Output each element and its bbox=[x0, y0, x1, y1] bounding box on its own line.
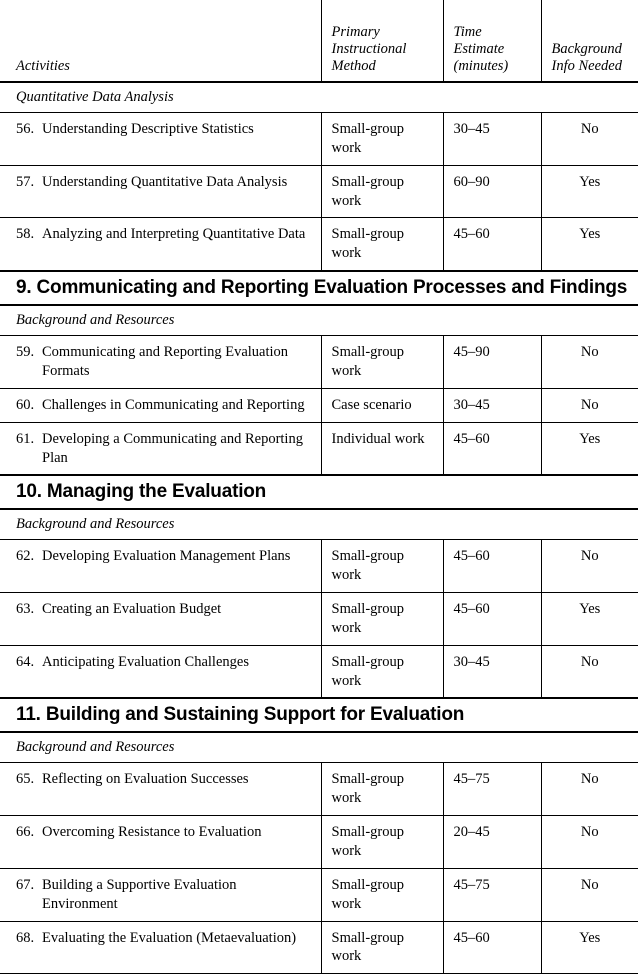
method-cell: Small-group work bbox=[321, 868, 443, 921]
background-info-cell: Yes bbox=[541, 165, 638, 218]
column-header-background-line-1: Background bbox=[552, 41, 638, 58]
table-row bbox=[0, 113, 638, 166]
activity-title: Developing Evaluation Management Plans bbox=[42, 547, 315, 566]
activity-number: 68. bbox=[16, 929, 34, 948]
activity-cell bbox=[0, 868, 321, 921]
method-cell: Small-group work bbox=[321, 763, 443, 816]
time-estimate-cell: 45–60 bbox=[443, 422, 541, 475]
background-info-cell: Yes bbox=[541, 593, 638, 646]
activity-cell bbox=[0, 388, 321, 422]
table-row bbox=[0, 816, 638, 869]
column-header-time-line-3: (minutes) bbox=[454, 58, 541, 75]
method-cell: Small-group work bbox=[321, 540, 443, 593]
activity-entry bbox=[16, 876, 315, 914]
activity-cell bbox=[0, 422, 321, 475]
activity-number: 63. bbox=[16, 600, 34, 619]
subsection-label-row bbox=[0, 732, 638, 763]
column-header-background-line-2: Info Needed bbox=[552, 58, 638, 75]
column-header-background bbox=[541, 0, 638, 82]
table-header bbox=[0, 0, 638, 82]
subsection-label: Quantitative Data Analysis bbox=[0, 82, 638, 113]
method-cell: Small-group work bbox=[321, 165, 443, 218]
section-heading-row bbox=[0, 271, 638, 305]
background-info-cell: Yes bbox=[541, 422, 638, 475]
section-heading: 11. Building and Sustaining Support for Evaluation bbox=[0, 698, 638, 732]
activity-number: 66. bbox=[16, 823, 34, 842]
time-estimate-cell: 45–60 bbox=[443, 218, 541, 271]
activity-number: 62. bbox=[16, 547, 34, 566]
method-cell: Individual work bbox=[321, 422, 443, 475]
method-cell: Small-group work bbox=[321, 218, 443, 271]
table-row bbox=[0, 921, 638, 974]
method-cell: Small-group work bbox=[321, 593, 443, 646]
section-heading-row bbox=[0, 698, 638, 732]
table-row bbox=[0, 868, 638, 921]
background-info-cell: No bbox=[541, 763, 638, 816]
table-row bbox=[0, 645, 638, 698]
activity-entry bbox=[16, 430, 315, 468]
method-cell: Small-group work bbox=[321, 645, 443, 698]
background-info-cell: No bbox=[541, 868, 638, 921]
time-estimate-cell: 30–45 bbox=[443, 645, 541, 698]
table-row bbox=[0, 593, 638, 646]
activity-number: 60. bbox=[16, 396, 34, 415]
activity-cell bbox=[0, 763, 321, 816]
subsection-label: Background and Resources bbox=[0, 509, 638, 540]
activity-title: Building a Supportive Evaluation Environment bbox=[42, 876, 315, 914]
activity-number: 59. bbox=[16, 343, 34, 362]
activity-entry bbox=[16, 547, 315, 566]
activity-title: Overcoming Resistance to Evaluation bbox=[42, 823, 315, 842]
table-row bbox=[0, 165, 638, 218]
subsection-label-row bbox=[0, 82, 638, 113]
activity-cell bbox=[0, 218, 321, 271]
activity-cell bbox=[0, 645, 321, 698]
background-info-cell: No bbox=[541, 113, 638, 166]
column-header-time-line-2: Estimate bbox=[454, 41, 541, 58]
time-estimate-cell: 30–45 bbox=[443, 113, 541, 166]
activity-cell bbox=[0, 816, 321, 869]
activity-entry bbox=[16, 225, 315, 244]
method-cell: Small-group work bbox=[321, 921, 443, 974]
subsection-label-row bbox=[0, 509, 638, 540]
table-row bbox=[0, 218, 638, 271]
time-estimate-cell: 45–60 bbox=[443, 921, 541, 974]
activity-entry bbox=[16, 823, 315, 842]
activity-number: 57. bbox=[16, 173, 34, 192]
method-cell: Small-group work bbox=[321, 113, 443, 166]
time-estimate-cell: 45–60 bbox=[443, 540, 541, 593]
time-estimate-cell: 45–75 bbox=[443, 763, 541, 816]
method-cell: Case scenario bbox=[321, 388, 443, 422]
activity-number: 64. bbox=[16, 653, 34, 672]
table-row bbox=[0, 763, 638, 816]
activity-title: Evaluating the Evaluation (Metaevaluation) bbox=[42, 929, 315, 948]
background-info-cell: No bbox=[541, 816, 638, 869]
time-estimate-cell: 45–60 bbox=[443, 593, 541, 646]
section-heading: 9. Communicating and Reporting Evaluation Processes and Findings bbox=[0, 271, 638, 305]
activity-number: 61. bbox=[16, 430, 34, 449]
table-row bbox=[0, 422, 638, 475]
background-info-cell: No bbox=[541, 645, 638, 698]
activity-cell bbox=[0, 336, 321, 389]
background-info-cell: Yes bbox=[541, 921, 638, 974]
subsection-label-row bbox=[0, 305, 638, 336]
activity-title: Developing a Communicating and Reporting Plan bbox=[42, 430, 315, 468]
table-row bbox=[0, 388, 638, 422]
activity-title: Understanding Quantitative Data Analysis bbox=[42, 173, 315, 192]
activity-number: 65. bbox=[16, 770, 34, 789]
activity-entry bbox=[16, 120, 315, 139]
activity-number: 56. bbox=[16, 120, 34, 139]
column-header-activities bbox=[0, 0, 321, 82]
activity-entry bbox=[16, 929, 315, 948]
section-heading-row bbox=[0, 475, 638, 509]
background-info-cell: No bbox=[541, 540, 638, 593]
activity-cell bbox=[0, 113, 321, 166]
table-row bbox=[0, 540, 638, 593]
column-header-time-line-1: Time bbox=[454, 24, 541, 41]
table-body bbox=[0, 82, 638, 974]
method-cell: Small-group work bbox=[321, 816, 443, 869]
column-header-activities-label: Activities bbox=[16, 58, 321, 75]
method-cell: Small-group work bbox=[321, 336, 443, 389]
section-heading: 10. Managing the Evaluation bbox=[0, 475, 638, 509]
activity-entry bbox=[16, 396, 315, 415]
activity-title: Analyzing and Interpreting Quantitative Data bbox=[42, 225, 315, 244]
subsection-label: Background and Resources bbox=[0, 305, 638, 336]
time-estimate-cell: 45–75 bbox=[443, 868, 541, 921]
table-header-row bbox=[0, 0, 638, 82]
column-header-method-line-1: Primary bbox=[332, 24, 443, 41]
activity-entry bbox=[16, 653, 315, 672]
activity-entry bbox=[16, 343, 315, 381]
activity-number: 58. bbox=[16, 225, 34, 244]
activity-cell bbox=[0, 593, 321, 646]
column-header-time bbox=[443, 0, 541, 82]
background-info-cell: No bbox=[541, 388, 638, 422]
activity-number: 67. bbox=[16, 876, 34, 895]
activity-title: Understanding Descriptive Statistics bbox=[42, 120, 315, 139]
activity-title: Anticipating Evaluation Challenges bbox=[42, 653, 315, 672]
column-header-method-line-3: Method bbox=[332, 58, 443, 75]
column-header-method bbox=[321, 0, 443, 82]
activity-cell bbox=[0, 165, 321, 218]
background-info-cell: Yes bbox=[541, 218, 638, 271]
activity-title: Communicating and Reporting Evaluation Formats bbox=[42, 343, 315, 381]
activity-entry bbox=[16, 770, 315, 789]
activity-cell bbox=[0, 540, 321, 593]
activity-entry bbox=[16, 600, 315, 619]
activity-title: Challenges in Communicating and Reporting bbox=[42, 396, 315, 415]
time-estimate-cell: 45–90 bbox=[443, 336, 541, 389]
activity-title: Reflecting on Evaluation Successes bbox=[42, 770, 315, 789]
activity-cell bbox=[0, 921, 321, 974]
column-header-method-line-2: Instructional bbox=[332, 41, 443, 58]
time-estimate-cell: 30–45 bbox=[443, 388, 541, 422]
time-estimate-cell: 60–90 bbox=[443, 165, 541, 218]
table-row bbox=[0, 336, 638, 389]
subsection-label: Background and Resources bbox=[0, 732, 638, 763]
activity-entry bbox=[16, 173, 315, 192]
background-info-cell: No bbox=[541, 336, 638, 389]
time-estimate-cell: 20–45 bbox=[443, 816, 541, 869]
activity-title: Creating an Evaluation Budget bbox=[42, 600, 315, 619]
